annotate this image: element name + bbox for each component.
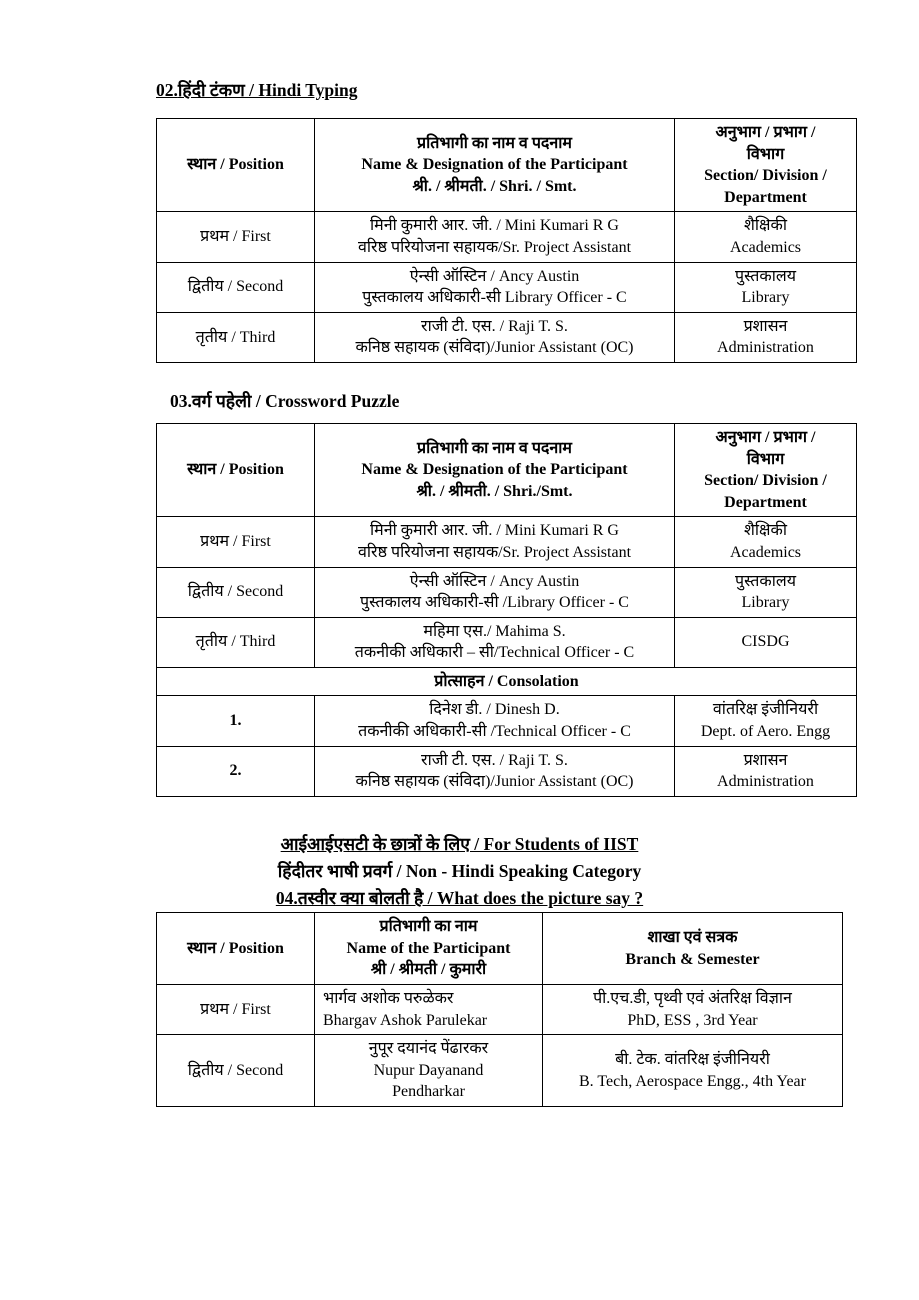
row-name	[315, 312, 675, 362]
header-branch-semester	[543, 913, 843, 985]
table-row	[157, 985, 843, 1035]
row-name	[315, 746, 675, 796]
row-name-dev: दिनेश डी. / Dinesh D.	[429, 701, 560, 719]
row-department: CISDG	[675, 617, 857, 667]
row-department	[675, 312, 857, 362]
row-name-dev: राजी टी. एस. / Raji T. S.	[421, 317, 568, 335]
row-name-dev: ऐन्सी ऑस्टिन / Ancy Austin	[409, 572, 580, 590]
row-department	[675, 696, 857, 746]
row-dept-dev: शैक्षिकी	[744, 217, 787, 235]
row-department	[675, 746, 857, 796]
row-department	[675, 517, 857, 567]
row-department	[675, 262, 857, 312]
table-header-row	[157, 913, 843, 985]
header-branch-dev: शाखा एवं सत्रक	[647, 929, 738, 947]
table-hindi-typing	[156, 118, 857, 363]
row-name-en: तकनीकी अधिकारी-सी /Technical Officer - C	[358, 723, 631, 741]
table-row	[157, 262, 857, 312]
header-dept-dev1: अनुभाग / प्रभाग /	[715, 428, 816, 446]
table-header-row	[157, 423, 857, 516]
row-dept-dev: प्रशासन	[743, 317, 788, 335]
header-position: स्थान / Position	[157, 119, 315, 212]
row-branch-en: PhD, ESS , 3rd Year	[627, 1011, 758, 1029]
row-department	[675, 212, 857, 262]
table-row	[157, 567, 857, 617]
section-number: 03.	[170, 390, 192, 411]
row-name-en: Nupur Dayanand	[373, 1061, 484, 1079]
row-name-en2: Pendharkar	[392, 1083, 465, 1101]
table-crossword-puzzle	[156, 423, 857, 797]
row-position: प्रथम / First	[157, 985, 315, 1035]
students-heading-line2: हिंदीतर भाषी प्रवर्ग / Non - Hindi Speaking Category	[277, 860, 642, 881]
header-department	[675, 119, 857, 212]
row-dept-en: Library	[741, 289, 790, 307]
row-dept-dev: पुस्तकालय	[735, 267, 796, 285]
table-row	[157, 212, 857, 262]
header-position: स्थान / Position	[157, 913, 315, 985]
students-heading-number: 04.	[275, 888, 298, 909]
row-position: तृतीय / Third	[157, 617, 315, 667]
table-row	[157, 696, 857, 746]
header-branch-en: Branch & Semester	[625, 950, 760, 968]
row-dept-dev: प्रशासन	[743, 751, 788, 769]
row-name-en: वरिष्ठ परियोजना सहायक/Sr. Project Assistant	[357, 543, 632, 561]
table-header-row	[157, 119, 857, 212]
header-dept-en2: Department	[724, 188, 807, 206]
table-row	[157, 746, 857, 796]
header-name-dev: प्रतिभागी का नाम व पदनाम	[416, 134, 572, 152]
row-branch-dev: पी.एच.डी, पृथ्वी एवं अंतरिक्ष विज्ञान	[593, 990, 792, 1007]
row-name-en: Bhargav Ashok Parulekar	[323, 1011, 488, 1029]
header-dept-en2: Department	[724, 493, 807, 511]
row-dept-en: Administration	[717, 339, 814, 357]
header-dept-en1: Section/ Division /	[704, 472, 827, 490]
row-dept-en: Dept. of Aero. Engg	[700, 723, 831, 741]
section-heading-hindi-typing	[156, 78, 859, 102]
header-name-designation	[315, 423, 675, 516]
row-name	[315, 696, 675, 746]
row-position: प्रथम / First	[157, 212, 315, 262]
section-title: हिंदी टंकण / Hindi Typing	[177, 80, 358, 100]
row-name-en: पुस्तकालय अधिकारी-सी /Library Officer - C	[360, 594, 629, 612]
header-dept-dev2: विभाग	[746, 450, 785, 468]
row-department	[675, 567, 857, 617]
row-branch-en: B. Tech, Aerospace Engg., 4th Year	[579, 1072, 806, 1090]
table-row	[157, 617, 857, 667]
row-name-dev: महिमा एस./ Mahima S.	[423, 622, 566, 640]
row-position: प्रथम / First	[157, 517, 315, 567]
row-name	[315, 617, 675, 667]
row-position: द्वितीय / Second	[157, 1035, 315, 1107]
row-name	[315, 517, 675, 567]
row-name-en: वरिष्ठ परियोजना सहायक/Sr. Project Assistant	[357, 238, 632, 256]
header-name-designation	[315, 119, 675, 212]
header-name-salutation: श्री / श्रीमती / कुमारी	[370, 961, 487, 979]
row-position: 2.	[157, 746, 315, 796]
header-dept-dev1: अनुभाग / प्रभाग /	[715, 124, 816, 141]
consolation-label: प्रोत्साहन / Consolation	[157, 667, 857, 696]
row-dept-en: Academics	[729, 543, 802, 561]
row-name-dev: ऐन्सी ऑस्टिन / Ancy Austin	[409, 267, 580, 285]
header-name-en: Name of the Participant	[346, 939, 511, 957]
row-name-en: तकनीकी अधिकारी – सी/Technical Officer - C	[354, 644, 635, 662]
table-row	[157, 517, 857, 567]
header-dept-en1: Section/ Division /	[704, 167, 827, 185]
row-position: द्वितीय / Second	[157, 262, 315, 312]
students-section-heading	[60, 831, 859, 912]
header-name-salutation: श्री. / श्रीमती. / Shri. / Smt.	[412, 177, 577, 195]
row-position: 1.	[157, 696, 315, 746]
row-name	[315, 1035, 543, 1107]
row-branch	[543, 1035, 843, 1107]
header-dept-dev2: विभाग	[746, 145, 785, 163]
consolation-header-row	[157, 667, 857, 696]
students-heading-line1	[60, 831, 859, 858]
row-name-dev: मिनी कुमारी आर. जी. / Mini Kumari R G	[369, 522, 619, 540]
row-name-dev: नुपूर दयानंद पेंढारकर	[368, 1040, 489, 1058]
row-branch-dev: बी. टेक. वांतरिक्ष इंजीनियरी	[615, 1050, 770, 1068]
row-name	[315, 985, 543, 1035]
students-heading-line3	[60, 885, 859, 912]
row-name-dev: मिनी कुमारी आर. जी. / Mini Kumari R G	[369, 217, 619, 235]
row-dept-en: Academics	[729, 238, 802, 256]
row-name-en: कनिष्ठ सहायक (संविदा)/Junior Assistant (OC)	[355, 773, 634, 791]
section-title: वर्ग पहेली / Crossword Puzzle	[191, 390, 400, 411]
header-name-dev: प्रतिभागी का नाम	[379, 918, 478, 936]
row-dept-dev: पुस्तकालय	[735, 572, 796, 590]
row-dept-dev: वांतरिक्ष इंजीनियरी	[712, 701, 819, 719]
row-name	[315, 567, 675, 617]
section-number: 02.	[156, 80, 178, 100]
header-name-dev: प्रतिभागी का नाम व पदनाम	[416, 439, 572, 457]
header-name-en: Name & Designation of the Participant	[361, 156, 628, 174]
section-heading-crossword-puzzle	[170, 389, 859, 413]
header-department	[675, 423, 857, 516]
students-heading-title: तस्वीर क्या बोलती है / What does the picture say ?	[297, 888, 644, 909]
row-name-en: पुस्तकालय अधिकारी-सी Library Officer - C	[362, 289, 627, 307]
students-heading-line1-text: आईआईएसटी के छात्रों के लिए / For Students of IIST	[280, 833, 639, 854]
header-name	[315, 913, 543, 985]
row-name	[315, 262, 675, 312]
table-students	[156, 912, 843, 1107]
row-name	[315, 212, 675, 262]
row-dept-en: Administration	[717, 773, 814, 791]
row-position: तृतीय / Third	[157, 312, 315, 362]
row-name-dev: भार्गव अशोक परुळेकर	[323, 990, 454, 1007]
row-dept-en: Library	[741, 594, 790, 612]
header-position: स्थान / Position	[157, 423, 315, 516]
row-name-en: कनिष्ठ सहायक (संविदा)/Junior Assistant (OC)	[355, 339, 634, 357]
header-name-salutation: श्री. / श्रीमती. / Shri./Smt.	[416, 482, 573, 500]
row-branch	[543, 985, 843, 1035]
header-name-en: Name & Designation of the Participant	[361, 461, 628, 479]
row-name-dev: राजी टी. एस. / Raji T. S.	[421, 751, 568, 769]
row-position: द्वितीय / Second	[157, 567, 315, 617]
table-row	[157, 312, 857, 362]
row-dept-dev: शैक्षिकी	[744, 522, 787, 540]
table-row	[157, 1035, 843, 1107]
